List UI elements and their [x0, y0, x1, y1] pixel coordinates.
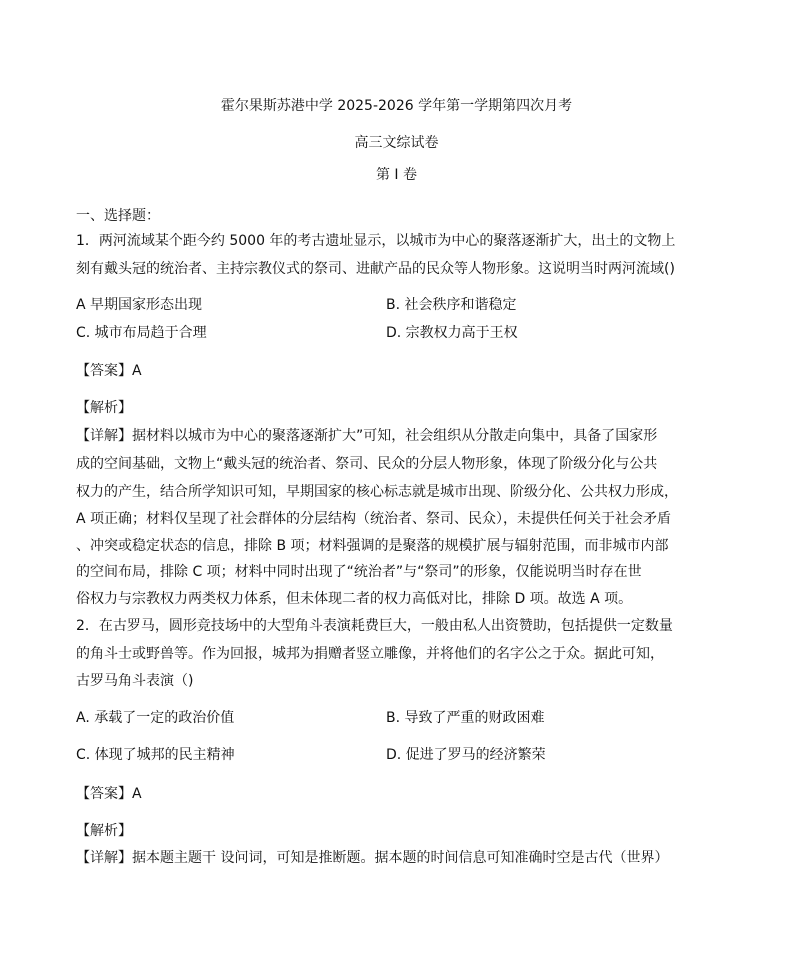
q2-stem-line: 的角斗士或野兽等。作为回报，城邦为捐赠者竖立雕像，并将他们的名字公之于众。据此可知，: [76, 646, 664, 662]
q1-stem-line: 刻有戴头冠的统治者、主持宗教仪式的祭司、进献产品的民众等人物形象。这说明当时两河流域(): [76, 261, 675, 277]
q1-option-d: D. 宗教权力高于王权: [386, 325, 518, 341]
q1-answer: 【答案】A: [76, 363, 142, 379]
q1-analysis-line: 权力的产生，结合所学知识可知，早期国家的核心标志就是城市出现、阶级分化、公共权力形成，: [76, 484, 678, 500]
q2-option-a: A. 承载了一定的政治价值: [76, 710, 235, 726]
q1-analysis-line: A 项正确；材料仅呈现了社会群体的分层结构（统治者、祭司、民众），未提供任何关于社会矛盾: [76, 511, 672, 527]
q1-option-c: C. 城市布局趋于合理: [76, 325, 207, 341]
q1-stem-line: 1．两河流域某个距今约 5000 年的考古遗址显示，以城市为中心的聚落逐渐扩大，出土的文物上: [76, 233, 676, 249]
q1-analysis-line: 俗权力与宗教权力两类权力体系，但未体现二者的权力高低对比，排除 D 项。故选 A 项。: [76, 591, 633, 607]
q2-option-d: D. 促进了罗马的经济繁荣: [386, 747, 546, 763]
q1-analysis-label: 【解析】: [76, 400, 132, 416]
volume-label: 第 I 卷: [375, 167, 418, 183]
q1-analysis-line: 【详解】据材料以城市为中心的聚落逐渐扩大”可知，社会组织从分散走向集中，具备了国家形: [76, 428, 658, 444]
section-title: 一、选择题：: [76, 208, 160, 224]
q2-option-b: B. 导致了严重的财政困难: [386, 710, 545, 726]
q2-answer: 【答案】A: [76, 786, 142, 802]
q2-option-c: C. 体现了城邦的民主精神: [76, 747, 235, 763]
q2-stem-line: 古罗马角斗表演（): [76, 673, 194, 689]
q2-analysis-label: 【解析】: [76, 823, 132, 839]
q1-analysis-line: 成的空间基础，文物上“戴头冠的统治者、祭司、民众的分层人物形象，体现了阶级分化与公共: [76, 456, 658, 472]
q1-analysis-line: 、冲突或稳定状态的信息，排除 B 项；材料强调的是聚落的规模扩展与辐射范围，而非城市内部: [76, 538, 669, 554]
q1-option-b: B. 社会秩序和谐稳定: [386, 297, 517, 313]
exam-title: 霍尔果斯苏港中学 2025-2026 学年第一学期第四次月考: [220, 98, 573, 114]
q1-analysis-line: 的空间布局，排除 C 项；材料中同时出现了“统治者”与“祭司”的形象，仅能说明当时存在世: [76, 564, 642, 580]
q2-stem-line: 2．在古罗马，圆形竞技场中的大型角斗表演耗费巨大，一般由私人出资赞助，包括提供一定数量: [76, 618, 673, 634]
exam-subtitle: 高三文综试卷: [354, 135, 439, 151]
q2-analysis-line: 【详解】据本题主题干 设问词，可知是推断题。据本题的时间信息可知准确时空是古代（世界）: [76, 850, 669, 866]
q1-option-a: A 早期国家形态出现: [76, 297, 203, 313]
